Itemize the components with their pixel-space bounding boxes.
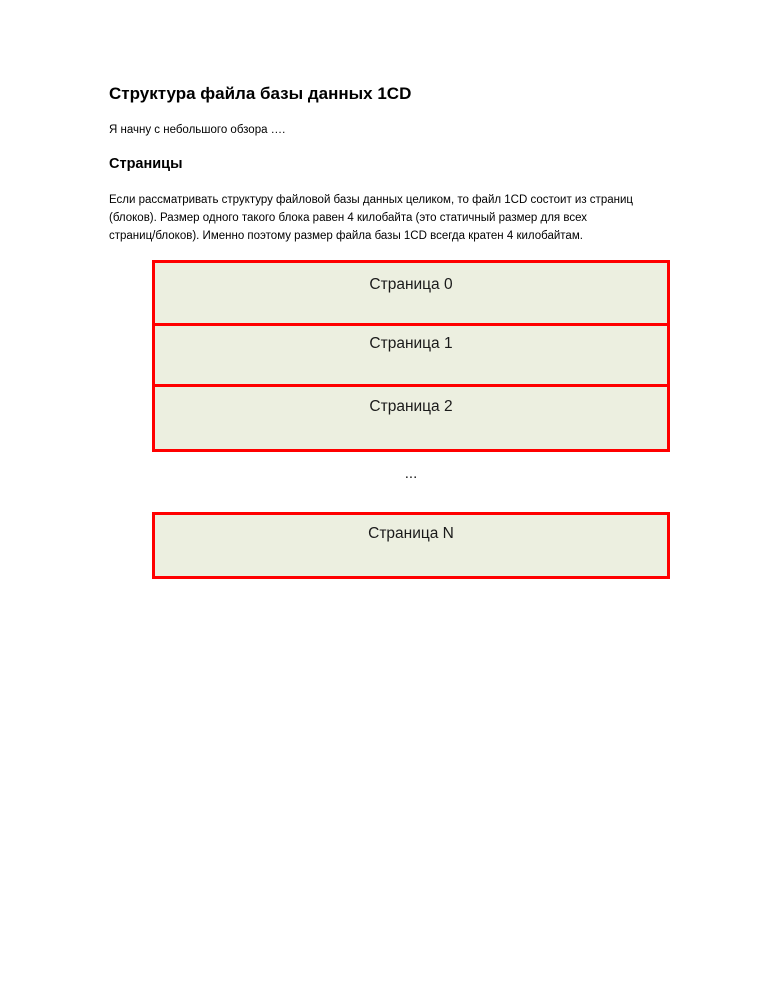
page-block-1 <box>155 326 667 387</box>
paragraph-line: (блоков). Размер одного такого блока равен 4 килобайта (это статичный размер для всех <box>109 212 587 224</box>
intro-text: Я начну с небольшого обзора …. <box>109 124 286 136</box>
page-block-0 <box>155 263 667 326</box>
page-block-label: Страница 1 <box>369 335 453 352</box>
page-block-label: Страница N <box>368 525 454 542</box>
page-block-label: Страница 2 <box>369 398 453 415</box>
document-title: Структура файла базы данных 1CD <box>109 84 412 103</box>
page-block-2 <box>155 387 667 449</box>
page-block-label: Страница 0 <box>369 276 453 293</box>
page-block-n <box>152 512 670 579</box>
ellipsis-marker: ... <box>404 465 418 482</box>
file-pages-diagram <box>152 260 670 580</box>
paragraph-line: страниц/блоков). Именно поэтому размер файла базы 1CD всегда кратен 4 килобайтам. <box>109 230 583 242</box>
page-stack <box>152 260 670 452</box>
section-heading-pages: Страницы <box>109 156 183 172</box>
paragraph-line: Если рассматривать структуру файловой базы данных целиком, то файл 1CD состоит из страниц <box>109 194 633 206</box>
